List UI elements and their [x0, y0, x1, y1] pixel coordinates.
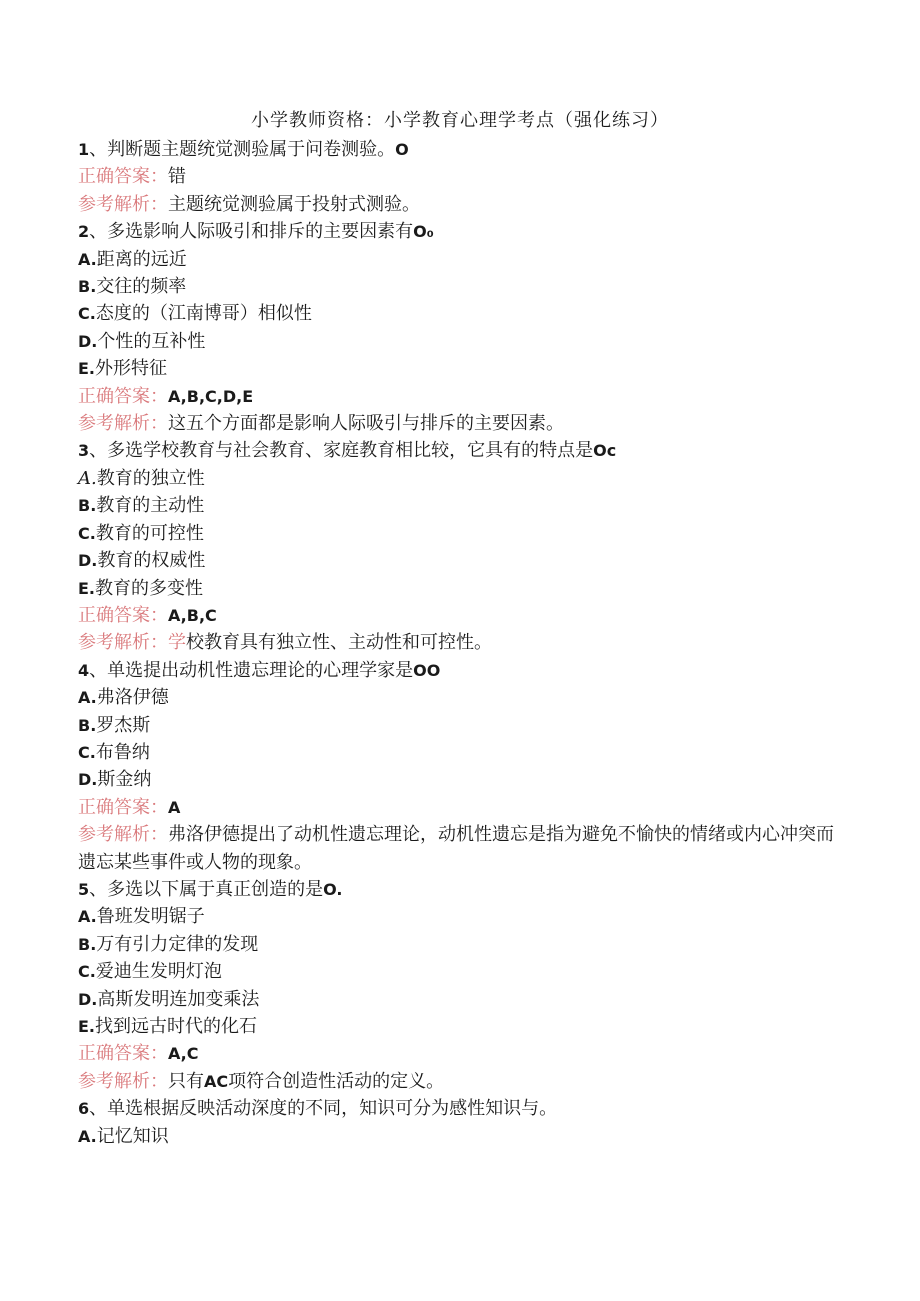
question-2-analysis: [78, 410, 838, 437]
question-text: 、判断题主题统觉测验属于问卷测验。: [89, 139, 396, 160]
question-tail: O: [395, 140, 409, 159]
option-text: 斯金纳: [97, 769, 152, 791]
option-a: [78, 465, 838, 492]
answer-label: 正确答案：: [78, 166, 168, 188]
question-tail: O₀: [413, 222, 434, 242]
question-list: [78, 136, 838, 1150]
analysis-text-first: 学: [168, 632, 186, 654]
question-text: 、单选提出动机性遗忘理论的心理学家是: [89, 659, 414, 681]
option-c: [78, 958, 838, 985]
option-b: [78, 273, 838, 300]
question-text: 、多选学校教育与社会教育、家庭教育相比较，它具有的特点是: [89, 440, 594, 462]
option-letter: C.: [78, 523, 96, 543]
option-c: [78, 300, 838, 327]
option-text: 教育的多变性: [95, 577, 204, 599]
question-4-stem: [78, 657, 838, 684]
option-c: [78, 739, 838, 766]
analysis-text: 校教育具有独立性、主动性和可控性。: [186, 632, 492, 654]
question-text: 、多选影响人际吸引和排斥的主要因素有: [89, 221, 414, 243]
option-text: 距离的远近: [96, 248, 187, 270]
option-letter: C.: [78, 962, 96, 982]
question-tail: Oc: [593, 441, 617, 461]
option-d: [78, 986, 838, 1013]
option-d: [78, 547, 838, 574]
option-b: [78, 492, 838, 519]
option-text: 教育的主动性: [96, 495, 205, 517]
question-number: 3: [78, 441, 90, 461]
option-letter: C.: [78, 304, 96, 324]
question-tail: O.: [323, 879, 343, 899]
answer-label: 正确答案：: [78, 796, 168, 818]
question-3-stem: [78, 437, 838, 464]
option-e: [78, 1013, 838, 1040]
option-e: [78, 355, 838, 382]
option-text: 外形特征: [95, 358, 168, 380]
answer-value: A: [168, 797, 181, 817]
option-text: 记忆知识: [96, 1125, 169, 1147]
option-b: [78, 712, 838, 739]
answer-label: 正确答案：: [78, 1043, 168, 1065]
option-c: [78, 520, 838, 547]
question-4-analysis: [78, 821, 838, 876]
option-e: [78, 575, 838, 602]
option-letter: E.: [78, 578, 96, 598]
analysis-text: 主题统觉测验属于投射式测验。: [168, 193, 420, 215]
option-a: [78, 246, 838, 273]
option-text: 找到远古时代的化石: [95, 1016, 258, 1037]
option-text: 布鲁纳: [95, 741, 150, 763]
option-letter: E.: [78, 1017, 96, 1036]
answer-value: A,B,C,D,E: [168, 386, 254, 406]
question-5-analysis: [78, 1068, 838, 1095]
question-1-answer: [78, 163, 838, 190]
answer-value: 错: [168, 166, 186, 188]
question-5-stem: [78, 876, 838, 903]
option-letter: A.: [78, 467, 97, 489]
question-number: 4: [78, 660, 90, 680]
option-text: 罗杰斯: [96, 714, 151, 736]
question-1-analysis: [78, 191, 838, 218]
question-1-stem: [78, 136, 838, 163]
option-text: 弗洛伊德: [96, 687, 169, 709]
analysis-label: 参考解析：: [78, 193, 168, 215]
option-letter: A.: [78, 249, 97, 269]
option-text: 教育的权威性: [97, 550, 206, 572]
option-letter: B.: [78, 934, 97, 954]
option-b: [78, 931, 838, 958]
answer-value: A,C: [168, 1044, 199, 1064]
question-4-answer: [78, 794, 838, 821]
question-5-answer: [78, 1040, 838, 1067]
option-letter: B.: [78, 277, 97, 297]
analysis-text-pre: 只有: [168, 1070, 204, 1092]
option-text: 态度的（江南博哥）相似性: [95, 303, 312, 325]
option-a: [78, 1123, 838, 1150]
question-number: 1: [78, 140, 90, 159]
question-number: 5: [78, 879, 90, 899]
option-text: 万有引力定律的发现: [96, 933, 259, 955]
option-a: [78, 903, 838, 930]
question-6-stem: [78, 1095, 838, 1122]
option-letter: A.: [78, 907, 97, 927]
option-letter: C.: [78, 742, 96, 762]
option-letter: D.: [78, 331, 98, 351]
option-d: [78, 766, 838, 793]
option-text: 高斯发明连加变乘法: [97, 988, 260, 1010]
option-a: [78, 684, 838, 711]
option-d: [78, 328, 838, 355]
answer-value: A,B,C: [168, 605, 217, 625]
option-letter: A.: [78, 1126, 97, 1146]
question-2-answer: [78, 383, 838, 410]
option-text: 教育的可控性: [95, 522, 204, 544]
option-letter: D.: [78, 770, 98, 790]
analysis-label: 参考解析：: [78, 413, 168, 435]
option-letter: A.: [78, 688, 97, 708]
question-number: 6: [78, 1099, 90, 1119]
question-tail: OO: [413, 660, 441, 680]
option-letter: D.: [78, 989, 98, 1009]
answer-label: 正确答案：: [78, 604, 168, 626]
answer-label: 正确答案：: [78, 385, 168, 407]
option-text: 教育的独立性: [96, 467, 205, 489]
question-3-answer: [78, 602, 838, 629]
question-3-analysis: [78, 629, 838, 656]
analysis-label: 参考解析：: [78, 824, 168, 846]
option-letter: D.: [78, 551, 98, 571]
option-text: 爱迪生发明灯泡: [95, 961, 222, 983]
analysis-text-post: 项符合创造性活动的定义。: [228, 1070, 445, 1092]
analysis-label: 参考解析：: [78, 632, 168, 654]
option-text: 鲁班发明锯子: [96, 906, 205, 928]
analysis-label: 参考解析：: [78, 1070, 168, 1092]
question-text: 、多选以下属于真正创造的是: [89, 878, 324, 900]
option-text: 交往的频率: [96, 276, 187, 298]
option-letter: E.: [78, 359, 96, 379]
question-text: 、单选根据反映活动深度的不同，知识可分为感性知识与。: [89, 1098, 558, 1120]
question-2-stem: [78, 218, 838, 245]
page-title: 小学教师资格：小学教育心理学考点（强化练习）: [251, 110, 669, 131]
option-text: 个性的互补性: [97, 330, 206, 352]
analysis-text: 弗洛伊德提出了动机性遗忘理论，动机性遗忘是指为避免不愉快的情绪或内心冲突而遗忘某些事件或人物的现象。: [78, 824, 834, 873]
question-number: 2: [78, 222, 90, 242]
option-letter: B.: [78, 496, 97, 516]
option-letter: B.: [78, 715, 97, 735]
analysis-text: 这五个方面都是影响人际吸引与排斥的主要因素。: [168, 413, 564, 435]
analysis-text-bold: AC: [204, 1071, 229, 1091]
